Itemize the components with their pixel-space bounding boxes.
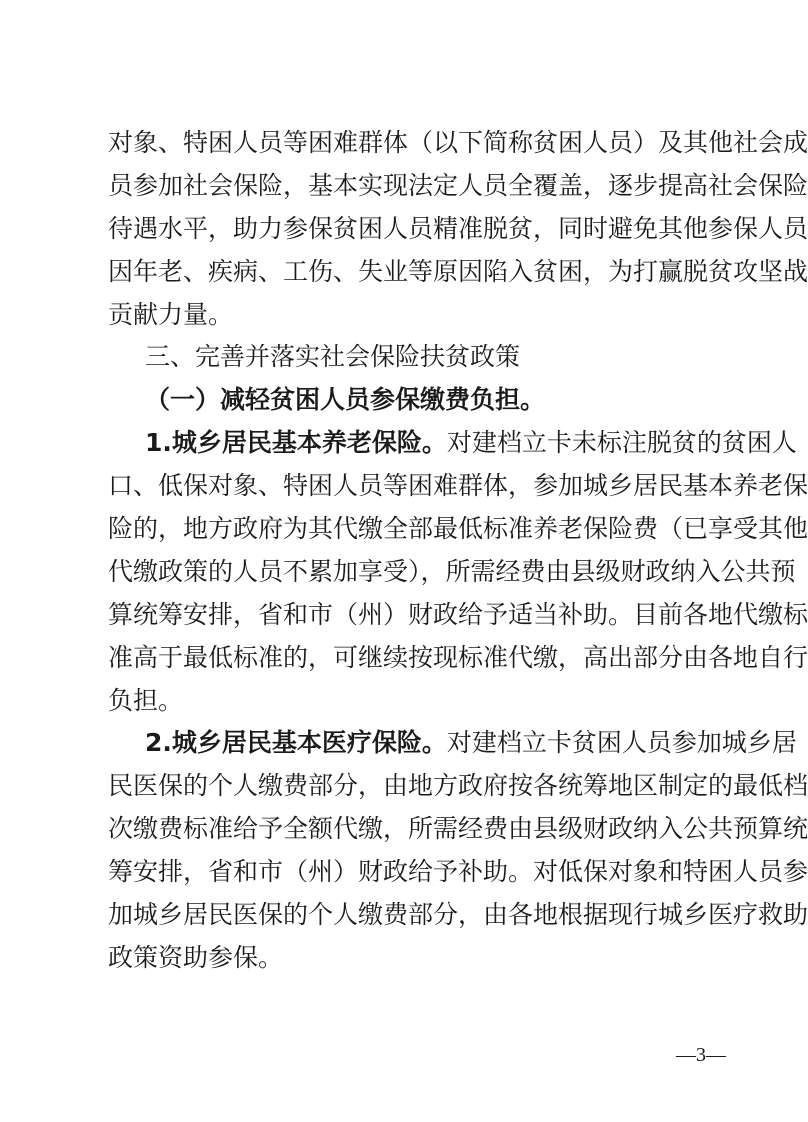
text-line bbox=[108, 722, 797, 765]
item-text: 对建档立卡贫困人员参加城乡居 bbox=[446, 728, 797, 758]
text-line: 员参加社会保险，基本实现法定人员全覆盖，逐步提高社会保险 bbox=[108, 170, 808, 200]
subsection-heading bbox=[108, 379, 688, 422]
text-line: 待遇水平，助力参保贫困人员精准脱贫，同时避免其他参保人员 bbox=[108, 213, 808, 243]
text-line bbox=[108, 422, 797, 465]
section-heading: 三、完善并落实社会保险扶贫政策 bbox=[145, 342, 521, 372]
text-line: 口、低保对象、特困人员等困难群体，参加城乡居民基本养老保 bbox=[108, 471, 808, 501]
text-line: 代缴政策的人员不累加享受），所需经费由县级财政纳入公共预 bbox=[108, 556, 796, 586]
text-line: 准高于最低标准的，可继续按现标准代缴，高出部分由各地自行 bbox=[108, 642, 808, 672]
item-title: 1.城乡居民基本养老保险。 bbox=[145, 428, 447, 458]
document-body bbox=[108, 122, 808, 980]
item-text: 对建档立卡未标注脱贫的贫困人 bbox=[446, 428, 797, 458]
text-line: 对象、特困人员等困难群体（以下简称贫困人员）及其他社会成 bbox=[108, 128, 808, 157]
text-line: 加城乡居民医保的个人缴费部分，由各地根据现行城乡医疗救助 bbox=[108, 900, 808, 930]
item-title: 2.城乡居民基本医疗保险。 bbox=[145, 728, 447, 758]
page-number: —3— bbox=[676, 1044, 726, 1066]
text-line: 政策资助参保。 bbox=[108, 942, 284, 972]
text-line: 因年老、疾病、工伤、失业等原因陷入贫困，为打赢脱贫攻坚战 bbox=[108, 256, 808, 286]
text-line: 负担。 bbox=[108, 685, 184, 715]
text-line: 次缴费标准给予全额代缴，所需经费由县级财政纳入公共预算统 bbox=[108, 814, 808, 844]
text-line: 筹安排，省和市（州）财政给予补助。对低保对象和特困人员参 bbox=[108, 857, 808, 887]
subsection-title: （一）减轻贫困人员参保缴费负担。 bbox=[145, 385, 546, 415]
text-line: 算统筹安排，省和市（州）财政给予适当补助。目前各地代缴标 bbox=[108, 599, 808, 629]
text-line: 民医保的个人缴费部分，由地方政府按各统筹地区制定的最低档 bbox=[108, 771, 808, 801]
text-line: 贡献力量。 bbox=[108, 299, 234, 329]
text-line: 险的，地方政府为其代缴全部最低标准养老保险费（已享受其他 bbox=[108, 514, 808, 544]
